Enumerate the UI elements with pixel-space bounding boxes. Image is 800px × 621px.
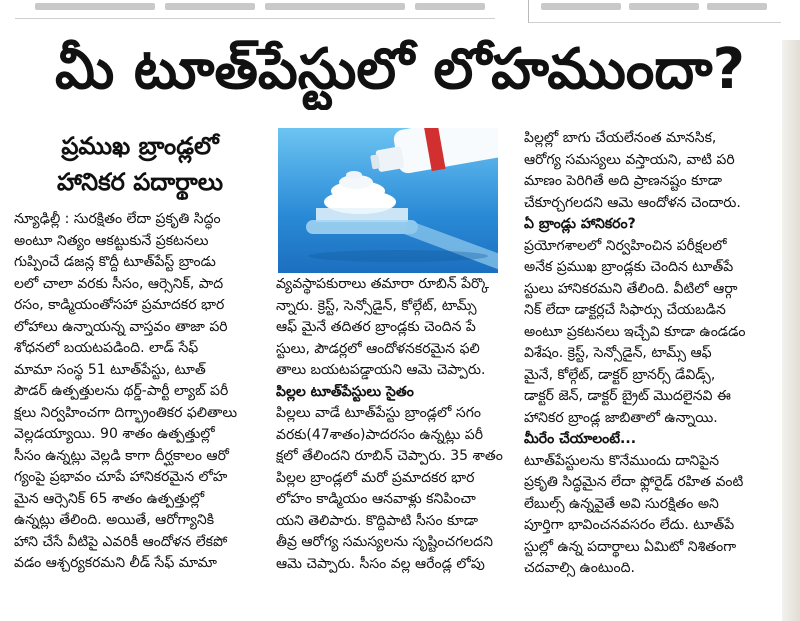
body-line: గుప్పించే డజన్ల కొద్దీ టూత్‌పేస్ట్ బ్రాండు xyxy=(14,254,216,270)
body-line: ప్రకృతి సిద్ధమైన లేదా ఫ్లోరైడ్ రహిత వంటి xyxy=(524,474,744,490)
body-line: రసం, కాడ్మియంతోసహా ప్రమాదకర భార xyxy=(14,297,225,313)
body-line: వరకు(47శాతం)పాదరసం ఉన్నట్లు పరీ xyxy=(276,426,483,443)
clipped-text-fragment xyxy=(629,3,699,10)
article-headline: మీ టూత్‌పేస్టులో లోహముందా? xyxy=(54,37,746,102)
clipped-text-fragment xyxy=(415,3,485,10)
body-line: అనేక ప్రముఖ బ్రాండ్లకు చెందిన టూత్‌పే xyxy=(524,259,734,275)
left-column-body xyxy=(14,209,264,575)
body-line: లలో చాలా వరకు సీసం, ఆర్సెనిక్, పాద xyxy=(14,275,224,292)
body-line: పిల్లల్లో బాగు చేయలేనంత మానసిక, xyxy=(524,130,717,146)
body-line: హానికర బ్రాండ్ల జాబితాలో ఉన్నాయి. xyxy=(524,409,718,426)
subheading-line: ప్రముఖ బ్రాండ్లలో xyxy=(61,132,219,160)
body-line: ఉన్నట్లు తేలింది. అయితే, ఆరోగ్యానికి xyxy=(14,512,215,528)
body-line: లోహాలు ఉన్నాయన్న వాస్తవం తాజా పరి xyxy=(14,318,228,335)
body-line: పూర్తిగా భావించనవసరం లేదు. టూత్‌పే xyxy=(524,517,735,533)
middle-column-body xyxy=(276,274,512,575)
body-line: లేబుల్స్ ఉన్నవైతే అవి సురక్షితం అని xyxy=(524,495,719,512)
body-line: క్షలో తేలిందని రూబిన్ చెప్పారు. 35 శాతం xyxy=(276,448,503,464)
body-line: అంటూ నిత్యం ఆకట్టుకునే ప్రకటనలు xyxy=(14,232,209,249)
section-subheading: ఏ బ్రాండ్లు హానికరం? xyxy=(524,216,636,232)
section-subheading: మీరేం చేయాలంటే... xyxy=(524,431,637,447)
body-line: టూత్‌పేస్టులను కొనేముందు దానిపైన xyxy=(524,452,720,469)
body-line: శోధనలో బయటపడింది. లాడ్ సేఫ్ xyxy=(14,340,199,356)
section-subheading: పిల్లల టూత్‌పేస్టులు సైతం xyxy=(276,383,414,400)
body-line: స్టులు హానికరమని తేలింది. వీటిలో ఆర్గా xyxy=(524,280,738,297)
body-line: సీసం ఉన్నట్లు వెల్లడి కాగా దీర్ఘకాలం ఆరో xyxy=(14,447,229,464)
body-line: క్షలు నిర్వహించగా దిగ్భ్రాంతికర ఫలితాలు xyxy=(14,404,238,421)
body-line: ఆఫ్ మైనే తదితర బ్రాండ్లకు చెందిన పే xyxy=(276,319,476,335)
body-line: మామా సంస్థ 51 టూత్‌పేస్టు, టూత్ xyxy=(14,361,206,378)
body-line: వడం ఆశ్చర్యకరమని లీడ్ సేఫ్ మామా xyxy=(14,555,217,571)
clipped-text-fragment xyxy=(165,3,255,10)
body-line: పిల్లలు వాడే టూత్‌పేస్టు బ్రాండ్లలో సగం xyxy=(276,405,481,421)
body-line: ఆమె చెప్పారు. సీసం వల్ల ఆరేండ్ల లోపు xyxy=(276,555,485,572)
clipped-text-fragment xyxy=(35,3,155,10)
body-line: ప్రయోగశాలలో నిర్వహించిన పరీక్షలలో xyxy=(524,237,727,254)
body-line: లోహం కాడ్మియం ఆనవాళ్లు కనిపించా xyxy=(276,491,476,507)
body-line: న్నారు. క్రెస్ట్, సెన్సోడైన్, కోల్గేట్, టామ్స్ xyxy=(276,297,477,314)
body-line: తాలు బయటపడ్డాయని ఆమె చెప్పారు. xyxy=(276,362,486,378)
body-line: మైనే, కోల్గేట్, డాక్టర్ బ్రానర్స్ డేవిడ్స్, xyxy=(524,366,716,383)
toothpaste-photo xyxy=(278,128,498,273)
clipped-previous-article xyxy=(15,0,495,19)
body-line: పిల్లల బ్రాండ్లలో మరో ప్రమాదకర భార xyxy=(276,469,475,486)
body-line: గ్యంపై ప్రభావం చూపే హానికరమైన లోహ xyxy=(14,469,228,485)
page-edge-shadow xyxy=(782,40,800,621)
body-line: ఆరోగ్య సమస్యలు వస్తాయని, వాటి పరి xyxy=(524,151,735,168)
body-line: పౌడర్ ఉత్పత్తులను థర్డ్-పార్టీ ల్యాబ్ పరీ xyxy=(14,383,229,399)
clipped-text-fragment xyxy=(541,3,621,10)
clipped-adjacent-article xyxy=(528,0,781,23)
body-line: హాని చేసే వీటిపై ఎవరికీ ఆందోళన లేకపో xyxy=(14,533,228,550)
subheading-line: హానికర పదార్థాలు xyxy=(56,168,224,196)
body-line: వ్యవస్థాపకురాలు తమారా రూబిన్ పేర్కొ xyxy=(276,276,490,292)
body-line: నిక్ లేదా డాక్టర్లచే సిఫార్సు చేయబడిన xyxy=(524,302,726,318)
body-line: చేకూర్చగలదని ఆమె ఆందోళన చెందారు. xyxy=(524,194,741,211)
body-line: తీవ్ర ఆరోగ్య సమస్యలను సృష్టించగలదని xyxy=(276,534,493,550)
body-line: మాణం పెరిగితే అది ప్రాణనష్టం కూడా xyxy=(524,173,723,189)
left-subheading xyxy=(18,128,262,200)
body-line: స్టుల్లో ఉన్న పదార్థాలు ఏమిటో నిశితంగా xyxy=(524,538,737,555)
body-line: చదవాల్సి ఉంటుంది. xyxy=(524,560,635,576)
body-line: అంటూ ప్రకటనలు ఇచ్చేవి కూడా ఉండడం xyxy=(524,323,746,340)
right-column-body xyxy=(524,128,778,580)
body-line: యని తెలిపారు. కొద్దిపాటి సీసం కూడా xyxy=(276,512,478,529)
body-line: విశేషం. క్రెస్ట్, సెన్సోడైన్, టామ్స్ ఆఫ్ xyxy=(524,345,712,361)
body-line: స్టులు, పౌడర్లలో ఆందోళనకరమైన ఫలి xyxy=(276,340,480,357)
body-line: మైన ఆర్సెనిక్ 65 శాతం ఉత్పత్తుల్లో xyxy=(14,490,205,507)
dateline-line: న్యూఢిల్లీ : సురక్షితం లేదా ప్రకృతి సిద్ధం xyxy=(14,211,221,227)
body-line: డాక్టర్ జెన్, డాక్టర్ బ్రైట్ మొదలైనవి ఈ xyxy=(524,388,731,404)
clipped-text-fragment xyxy=(707,3,767,10)
clipped-text-fragment xyxy=(265,3,405,10)
body-line: వెల్లడయ్యాయి. 90 శాతం ఉత్పత్తుల్లో xyxy=(14,426,215,442)
